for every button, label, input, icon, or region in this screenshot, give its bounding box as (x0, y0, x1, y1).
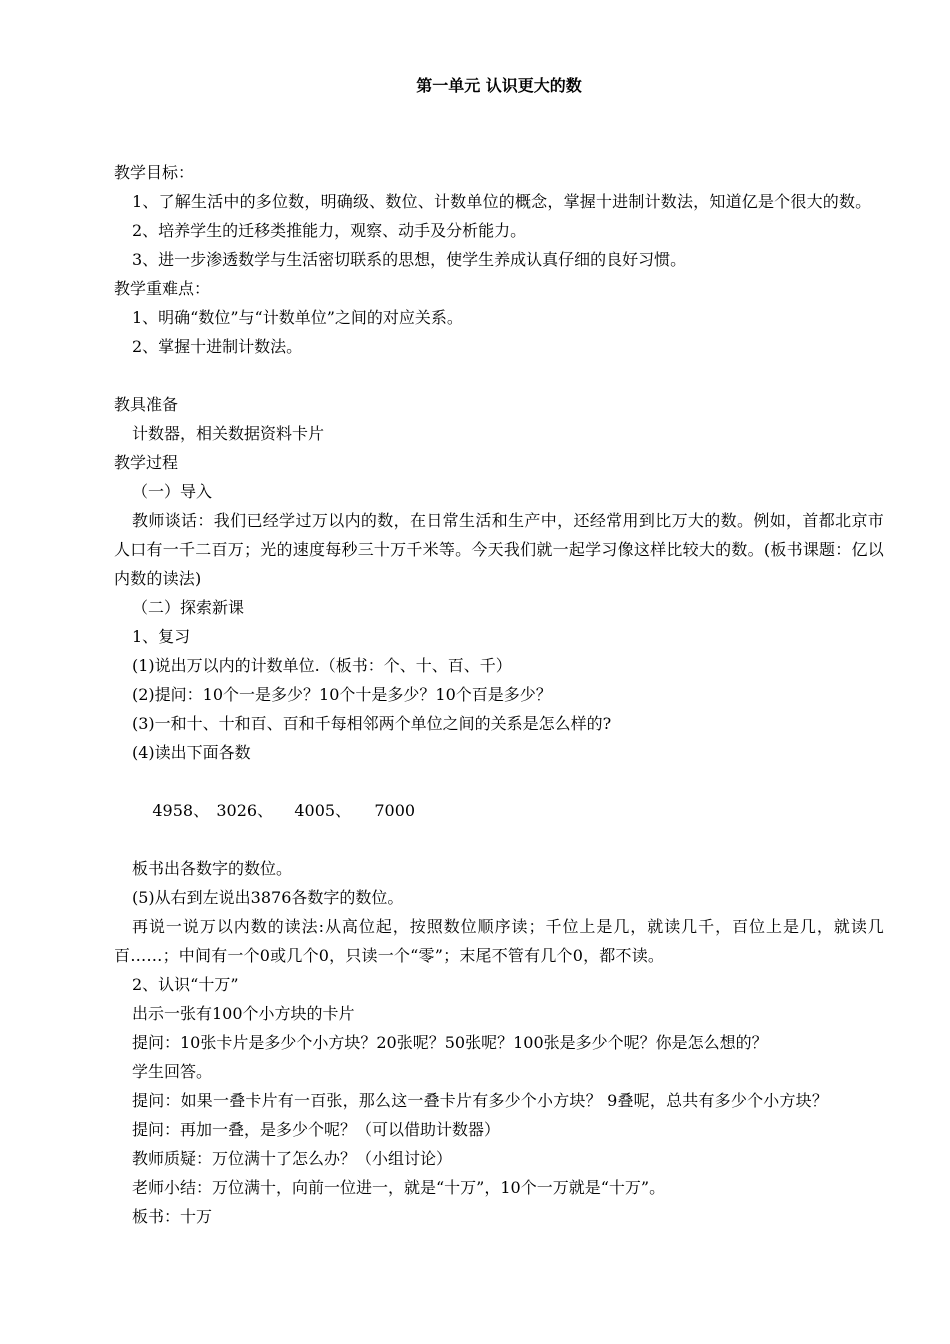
know-item-5: 提问：再加一叠，是多少个呢？（可以借助计数器） (132, 1120, 501, 1139)
document-page (114, 72, 884, 1231)
know-item-1: 出示一张有100个小方块的卡片 (132, 1004, 355, 1023)
review-item-2: (2)提问：10个一是多少？10个十是多少？10个百是多少？ (132, 685, 552, 704)
intro-heading: （一）导入 (132, 482, 213, 501)
number-3: 4005、 (294, 801, 352, 820)
key-point-1: 1、明确“数位”与“计数单位”之间的对应关系。 (132, 308, 463, 327)
review-item-1: (1)说出万以内的计数单位.（板书：个、十、百、千） (132, 656, 512, 675)
number-1: 4958、 (152, 801, 210, 820)
tools-heading: 教具准备 (114, 395, 179, 414)
number-4: 7000 (374, 801, 416, 820)
objective-3: 3、进一步渗透数学与生活密切联系的思想，使学生养成认真仔细的良好习惯。 (132, 250, 687, 269)
know-item-3: 学生回答。 (132, 1062, 213, 1081)
know-item-2: 提问：10张卡片是多少个小方块？20张呢？50张呢？100张是多少个呢？你是怎么想的？ (132, 1033, 768, 1052)
review-item-4: (4)读出下面各数 (132, 743, 251, 762)
review-item-5: (5)从右到左说出3876各数字的数位。 (132, 888, 404, 907)
intro-text: 教师谈话：我们已经学过万以内的数，在日常生活和生产中，还经常用到比万大的数。例如，首都北京市人口有一千二百万；光的速度每秒三十万千米等。今天我们就一起学习像这样比较大的数。(板书课题：亿以内数的读法) (114, 511, 884, 588)
review-heading: 1、复习 (132, 627, 191, 646)
know-item-4: 提问：如果一叠卡片有一百张，那么这一叠卡片有多少个小方块？ 9叠呢，总共有多少个小方块？ (132, 1091, 829, 1110)
know-heading: 2、认识“十万” (132, 975, 239, 994)
page-title: 第一单元 认识更大的数 (416, 76, 582, 95)
objective-2: 2、培养学生的迁移类推能力，观察、动手及分析能力。 (132, 221, 527, 240)
tools-text: 计数器，相关数据资料卡片 (132, 424, 325, 443)
process-heading: 教学过程 (114, 453, 179, 472)
explore-heading: （二）探索新课 (132, 598, 245, 617)
board-digits-note: 板书出各数字的数位。 (132, 859, 293, 878)
number-list (114, 767, 884, 854)
know-item-8: 板书：十万 (132, 1207, 213, 1226)
key-points-heading: 教学重难点： (114, 279, 211, 298)
know-item-7: 老师小结：万位满十，向前一位进一，就是“十万”，10个一万就是“十万”。 (132, 1178, 666, 1197)
number-2: 3026、 (216, 801, 274, 820)
key-point-2: 2、掌握十进制计数法。 (132, 337, 303, 356)
review-item-3: (3)一和十、十和百、百和千每相邻两个单位之间的关系是怎么样的? (132, 714, 612, 733)
objective-1: 1、了解生活中的多位数，明确级、数位、计数单位的概念，掌握十进制计数法，知道亿是个很大的数。 (132, 192, 872, 211)
reading-rules-text: 再说一说万以内数的读法:从高位起，按照数位顺序读；千位上是几，就读几千，百位上是几，就读几百……；中间有一个0或几个0，只读一个“零”；末尾不管有几个0，都不读。 (114, 917, 884, 965)
objectives-heading: 教学目标： (114, 163, 195, 182)
know-item-6: 教师质疑：万位满十了怎么办？（小组讨论） (132, 1149, 453, 1168)
